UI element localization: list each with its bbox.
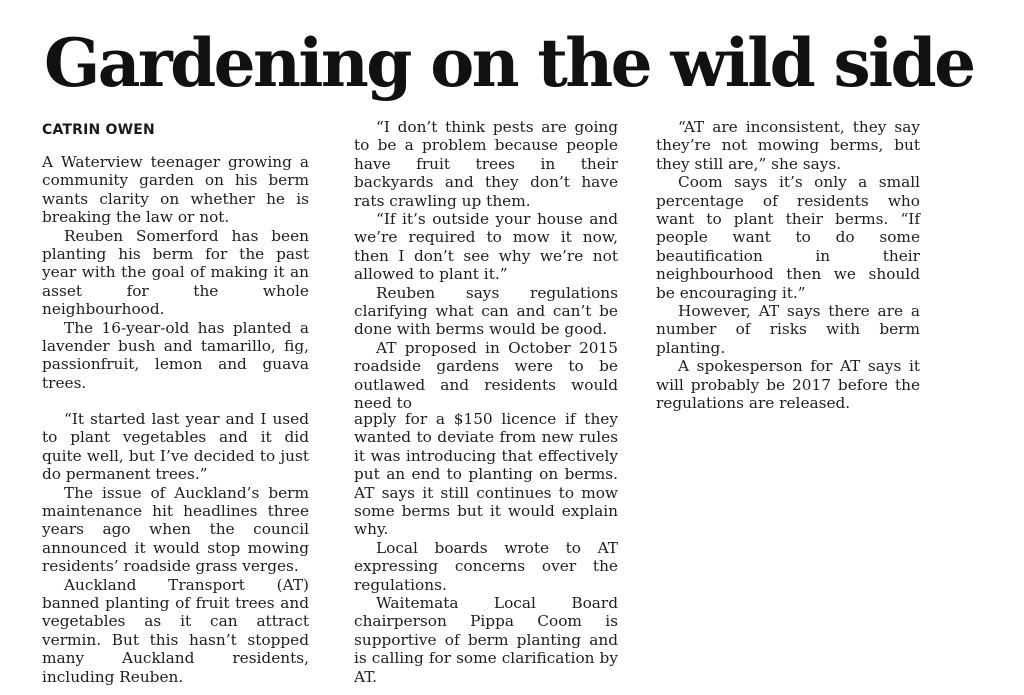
paragraph: Reuben Somerford has been planting his berm for the past year with the goal of making it an asset for the whole neighbourhood. <box>42 226 309 319</box>
paragraph: Waitemata Local Board chairperson Pippa Coom is supportive of berm planting and is calling for some clarification by AT. <box>354 594 618 686</box>
paragraph: A spokesperson for AT says it will probably be 2017 before the regulations are released. <box>656 357 920 413</box>
paragraph: The 16-year-old has planted a lavender bush and tamarillo, fig, passionfruit, lemon and guava trees. <box>42 318 309 392</box>
paragraph: However, AT says there are a number of risks with berm planting. <box>656 302 920 357</box>
column-1-top <box>42 153 309 392</box>
paragraph: The issue of Auckland’s berm maintenance hit headlines three years ago when the council announced it would stop mowing residents’ roadside grass verges. <box>42 483 309 576</box>
paragraph: “I don’t think pests are going to be a problem because people have fruit trees in their backyards and they don’t have rats crawling up them. <box>354 118 618 210</box>
column-2-top <box>354 118 618 413</box>
paragraph: Auckland Transport (AT) banned planting of fruit trees and vegetables as it can attract vermin. But this hasn’t stopped many Auckland residents, including Reuben. <box>42 575 309 686</box>
headline: Gardening on the wild side <box>44 24 974 102</box>
paragraph: A Waterview teenager growing a community garden on his berm wants clarity on whether he is breaking the law or not. <box>42 153 309 227</box>
paragraph: “AT are inconsistent, they say they’re not mowing berms, but they still are,” she says. <box>656 118 920 173</box>
paragraph: “It started last year and I used to plant vegetables and it did quite well, but I’ve decided to just do permanent trees.” <box>42 410 309 484</box>
byline: CATRIN OWEN <box>42 122 155 138</box>
paragraph: Coom says it’s only a small percentage of residents who want to plant their berms. “If people want to do some beautification in their neighbourhood then we should be encouraging it.” <box>656 173 920 302</box>
paragraph: Reuben says regulations clarifying what can and can’t be done with berms would be good. <box>354 283 618 339</box>
paragraph: AT proposed in October 2015 roadside gardens were to be outlawed and residents would need to <box>354 338 618 413</box>
paragraph: Local boards wrote to AT expressing concerns over the regulations. <box>354 538 618 594</box>
paragraph: “If it’s outside your house and we’re required to mow it now, then I don’t see why we’re not allowed to plant it.” <box>354 210 618 284</box>
column-2-bottom <box>354 410 618 686</box>
column-1-bottom <box>42 410 309 686</box>
column-3 <box>656 118 920 413</box>
paragraph: apply for a $150 licence if they wanted to deviate from new rules it was introducing that effectively put an end to planting on berms. AT says it still continues to mow some berms but it would explain why. <box>354 410 618 539</box>
